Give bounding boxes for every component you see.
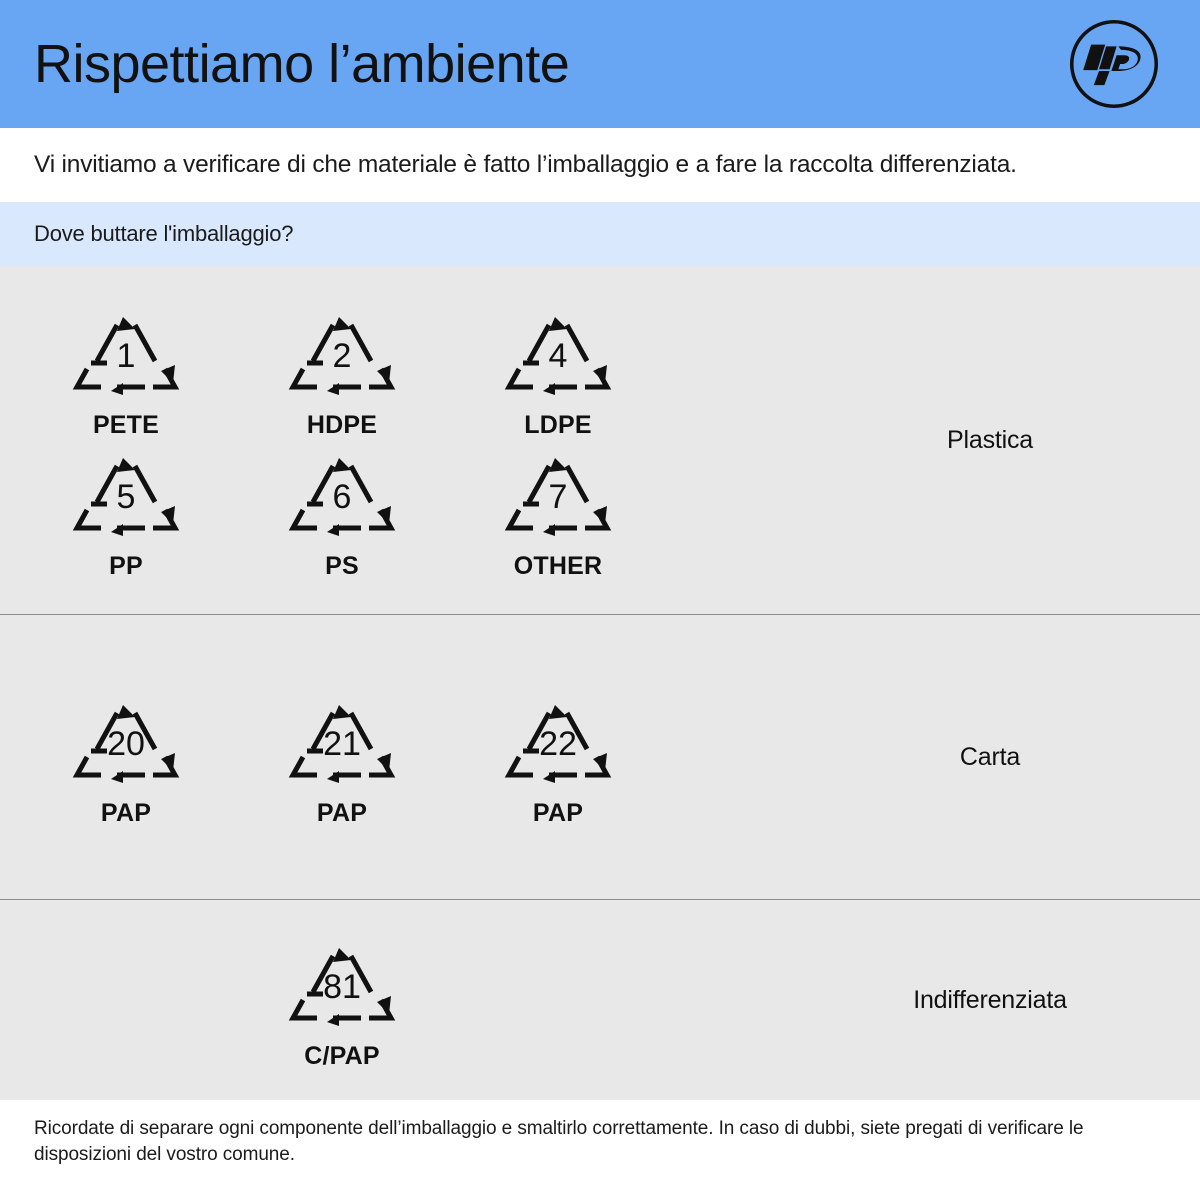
indifferenziata-symbols [0, 930, 820, 1071]
intro-text: Vi invitiamo a verificare di che materiale è fatto l’imballaggio e a fare la raccolta differenziata. [34, 151, 1017, 178]
symbol-code: 1 [116, 337, 136, 375]
symbol-other [450, 440, 666, 581]
symbol-pap-21 [234, 687, 450, 828]
recycle-triangle-icon [277, 299, 407, 409]
symbol-label: PAP [316, 798, 368, 827]
recycle-triangle-icon [277, 440, 407, 550]
plastica-symbols [0, 299, 820, 581]
symbol-pap-22 [450, 687, 666, 828]
group-label-carta: Carta [959, 742, 1021, 771]
recycle-triangle-icon [61, 299, 191, 409]
symbol-code: 81 [323, 967, 361, 1006]
group-label-indifferenziata: Indifferenziata [913, 985, 1067, 1014]
symbol-label: C/PAP [304, 1041, 380, 1070]
symbol-code: 4 [548, 337, 568, 375]
symbol-label: OTHER [513, 552, 603, 580]
group-label-plastica: Plastica [947, 425, 1033, 454]
page-header [0, 0, 1200, 128]
recycle-triangle-icon [61, 687, 191, 797]
symbol-label: HDPE [306, 411, 378, 439]
symbol-code: 6 [332, 478, 352, 516]
question-band [0, 202, 1200, 266]
symbol-code: 21 [323, 724, 361, 763]
symbol-ps [234, 440, 450, 581]
recycle-triangle-icon [277, 687, 407, 797]
recycle-triangle-icon [493, 299, 623, 409]
recycle-triangle-icon [277, 930, 407, 1040]
indifferenziata-row-1 [18, 930, 820, 1071]
symbol-pp [18, 440, 234, 581]
hp-logo-icon [1070, 20, 1158, 108]
symbol-code: 2 [332, 337, 352, 375]
symbol-ldpe [450, 299, 666, 440]
symbol-cpap-81 [234, 930, 450, 1071]
plastica-row-1 [18, 299, 820, 440]
symbol-label: PAP [100, 798, 152, 827]
symbol-code: 20 [107, 724, 145, 763]
symbol-label: LDPE [524, 411, 592, 439]
symbol-label: PP [109, 552, 143, 580]
page-footer [0, 1100, 1200, 1200]
symbol-code: 7 [548, 478, 568, 516]
group-indifferenziata [0, 899, 1200, 1100]
carta-row-1 [18, 687, 820, 828]
recycle-triangle-icon [61, 440, 191, 550]
symbols-body [0, 266, 1200, 1100]
symbol-label: PS [325, 552, 359, 580]
page-title: Rispettiamo l’ambiente [34, 34, 570, 94]
recycle-triangle-icon [493, 687, 623, 797]
symbol-label: PAP [532, 798, 584, 827]
group-carta [0, 614, 1200, 899]
carta-symbols [0, 687, 820, 828]
recycle-triangle-icon [493, 440, 623, 550]
symbol-code: 5 [116, 478, 136, 516]
group-plastica [0, 266, 1200, 614]
symbol-pete [18, 299, 234, 440]
question-text: Dove buttare l'imballaggio? [34, 221, 294, 246]
symbol-code: 22 [539, 724, 577, 763]
symbol-pap-20 [18, 687, 234, 828]
symbol-label: PETE [92, 411, 160, 439]
symbol-hdpe [234, 299, 450, 440]
plastica-row-2 [18, 440, 820, 581]
footer-text: Ricordate di separare ogni componente dell’imballaggio e smaltirlo correttamente. In caso di dubbi, siete pregati di verificare le disposizioni del vostro comune. [34, 1118, 1084, 1165]
intro-band [0, 128, 1200, 202]
